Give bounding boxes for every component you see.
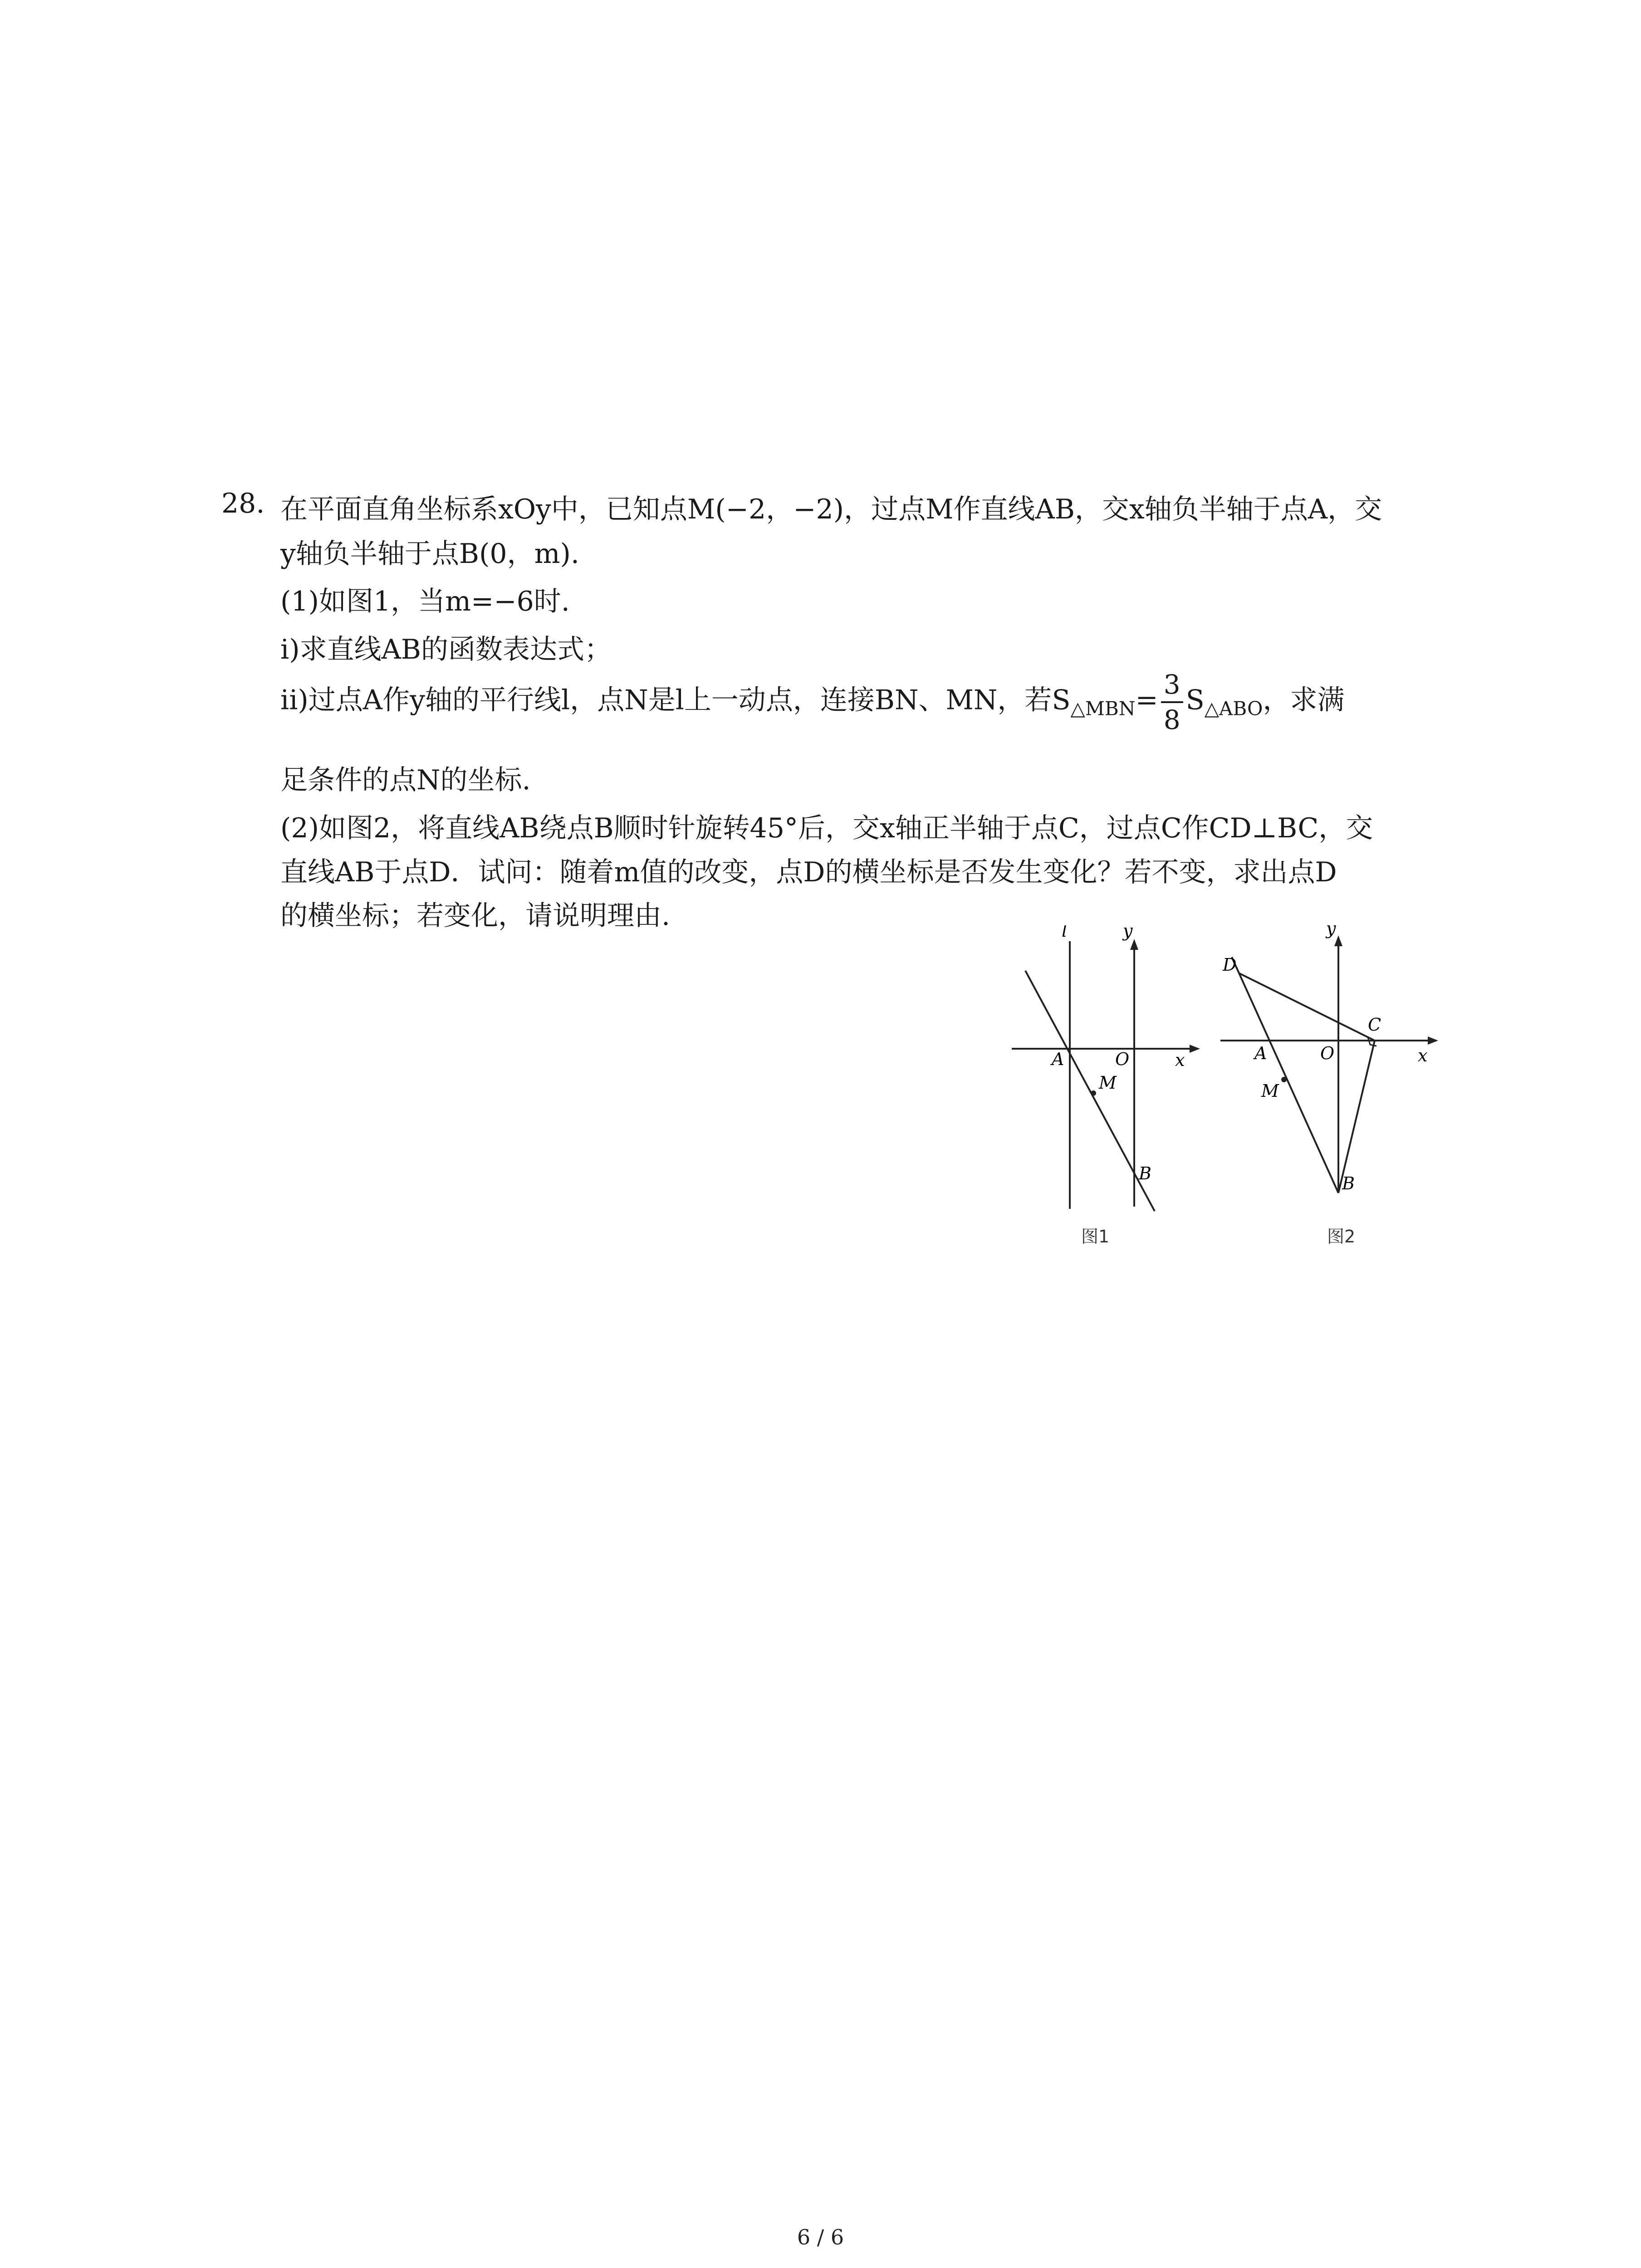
figure-1 <box>998 925 1216 1252</box>
page-number: 6 / 6 <box>797 2225 844 2249</box>
fig1-x-arrow <box>1190 1045 1200 1053</box>
fig1-line-ab <box>1025 971 1155 1211</box>
part-1-ii-line-2: 足条件的点N的坐标. <box>280 764 531 796</box>
part-1-intro: (1)如图1，当m=−6时. <box>280 586 570 617</box>
problem-number: 28. <box>221 488 265 519</box>
problem-line-1: 在平面直角坐标系xOy中，已知点M(−2，−2)，过点M作直线AB，交x轴负半轴于点A，交 <box>280 494 1382 525</box>
part-1-ii <box>280 671 1344 733</box>
fig1-point-m <box>1091 1090 1096 1096</box>
fig2-label-m: M <box>1261 1081 1279 1101</box>
fig2-label-d: D <box>1223 955 1237 975</box>
problem-line-2: y轴负半轴于点B(0，m). <box>280 538 579 570</box>
fig2-label-c: C <box>1368 1015 1381 1035</box>
fig1-label-m: M <box>1099 1073 1117 1093</box>
fraction-numerator: 3 <box>1161 671 1183 703</box>
part-2-line-2: 直线AB于点D．试问：随着m值的改变，点D的横坐标是否发生变化？若不变，求出点D <box>280 856 1337 888</box>
equals-sign: = <box>1135 684 1158 716</box>
area-abo-subscript: △ABO <box>1204 697 1263 720</box>
fraction-denominator: 8 <box>1163 704 1181 735</box>
fig1-label-l: l <box>1062 925 1068 941</box>
fig2-label-a: A <box>1254 1043 1267 1063</box>
fig2-label-b: B <box>1342 1173 1355 1193</box>
figure-1-caption: 图1 <box>1081 1227 1110 1246</box>
fig2-line-cd <box>1239 973 1375 1041</box>
fig1-label-a: A <box>1052 1049 1064 1069</box>
part-1-ii-text-before: ii)过点A作y轴的平行线l，点N是l上一动点，连接BN、MN，若S <box>280 684 1071 716</box>
figure-2-caption: 图2 <box>1327 1227 1356 1246</box>
fig2-x-arrow <box>1428 1036 1438 1045</box>
part-1-i: i)求直线AB的函数表达式； <box>280 634 612 665</box>
figure-2-diagram <box>1214 925 1468 1252</box>
figure-2 <box>1214 925 1468 1252</box>
fig2-label-y: y <box>1326 925 1336 938</box>
fig1-label-x: x <box>1175 1050 1185 1070</box>
fig2-label-o: O <box>1320 1043 1335 1063</box>
fig2-point-m <box>1281 1077 1287 1082</box>
part-2-line-3: 的横坐标；若变化，请说明理由. <box>280 900 671 932</box>
area-s-symbol: S <box>1185 684 1205 716</box>
fig2-line-ab <box>1232 957 1338 1193</box>
part-1-ii-text-after: ，求满 <box>1263 684 1345 716</box>
fig2-label-x: x <box>1418 1046 1428 1066</box>
area-mbn-subscript: △MBN <box>1070 697 1136 720</box>
figure-1-diagram <box>998 925 1216 1252</box>
fig1-label-o: O <box>1115 1049 1130 1069</box>
fraction-three-eighths <box>1161 671 1183 733</box>
fig1-label-b: B <box>1139 1163 1151 1183</box>
fig2-line-bc <box>1338 1041 1375 1193</box>
part-2-line-1: (2)如图2，将直线AB绕点B顺时针旋转45°后，交x轴正半轴于点C，过点C作CD⊥BC，交 <box>280 812 1373 844</box>
fig1-label-y: y <box>1123 925 1133 941</box>
